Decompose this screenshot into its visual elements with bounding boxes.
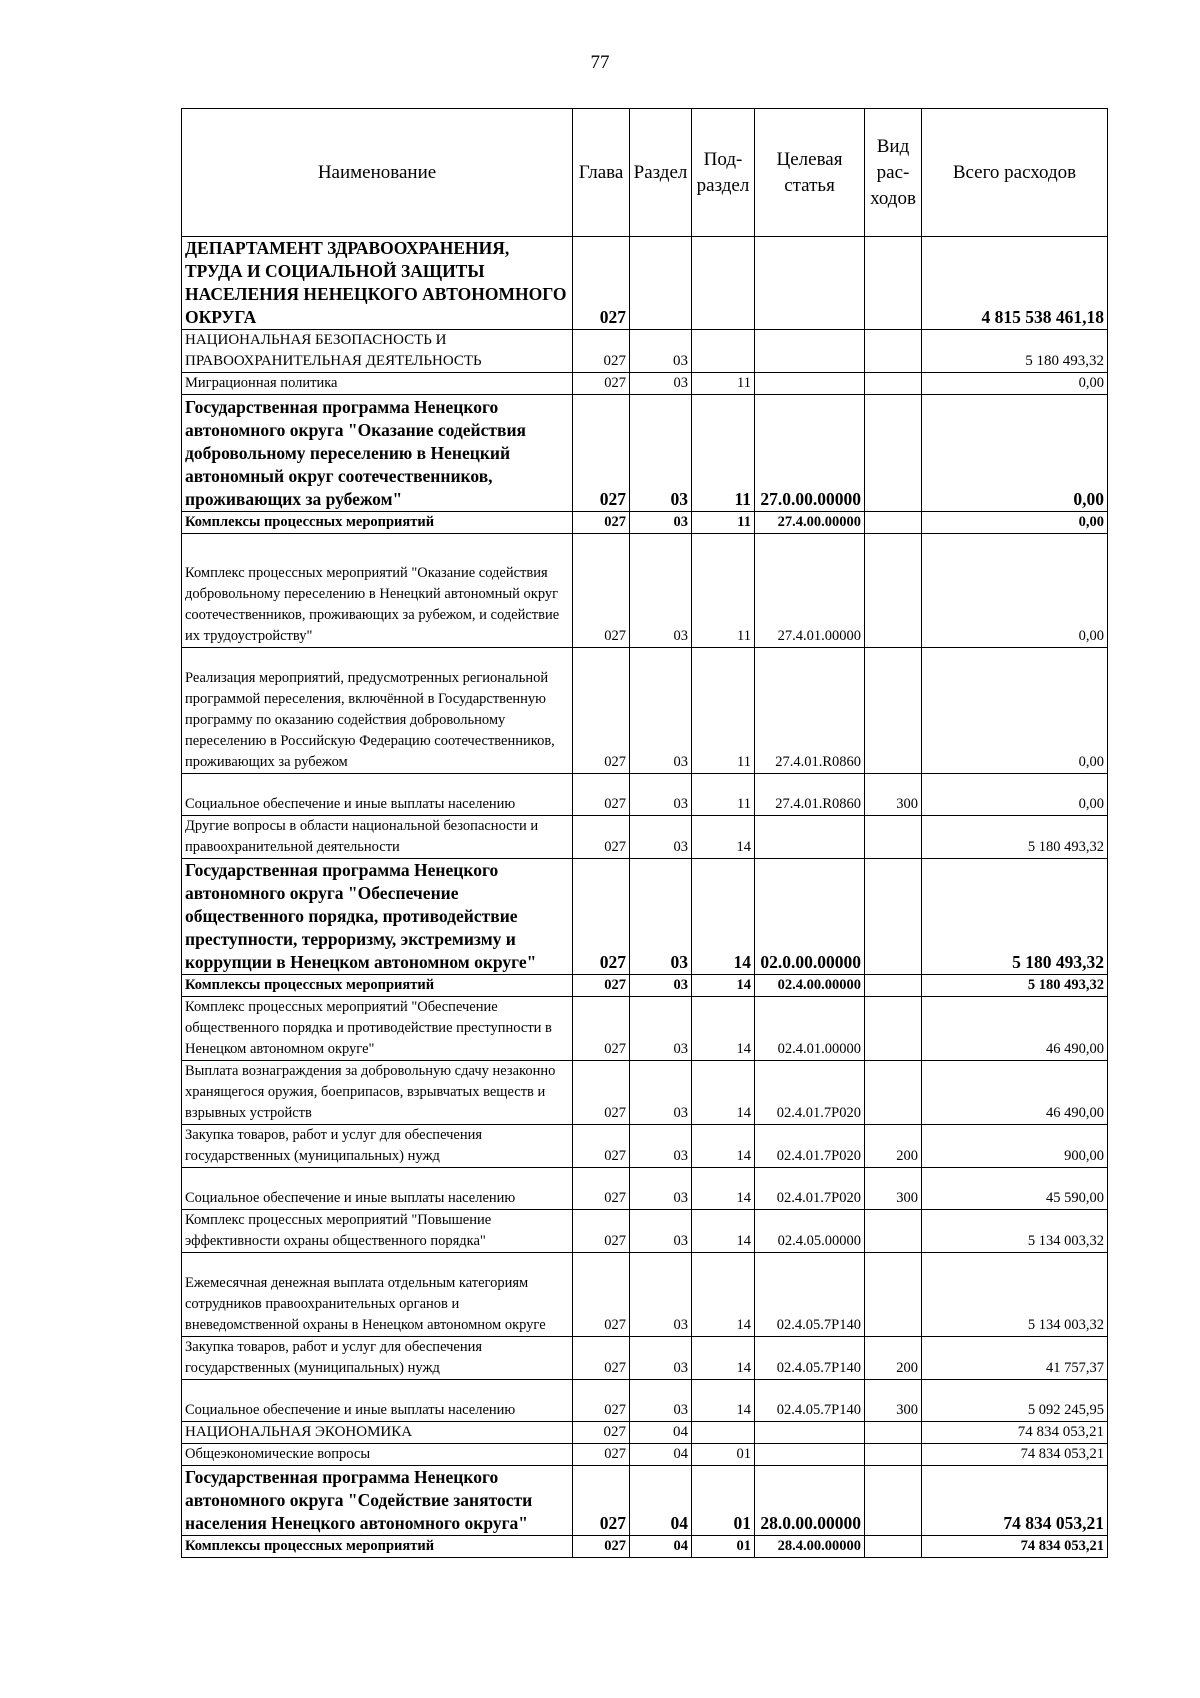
- cell-target: 28.4.00.00000: [755, 1536, 865, 1558]
- cell-subsection: 01: [692, 1536, 755, 1558]
- cell-target: 02.4.01.7Р020: [755, 1168, 865, 1210]
- table-row: [182, 1444, 1108, 1466]
- header-section: Раздел: [630, 109, 692, 237]
- table-row: [182, 1466, 1108, 1536]
- cell-section: 03: [630, 1125, 692, 1168]
- cell-chapter: 027: [573, 512, 630, 534]
- cell-name: Закупка товаров, работ и услуг для обеспечения государственных (муниципальных) нужд: [182, 1337, 573, 1380]
- cell-kind: [865, 1422, 922, 1444]
- table-row: [182, 1061, 1108, 1125]
- header-row: [182, 109, 1108, 237]
- cell-section: 03: [630, 534, 692, 648]
- cell-total: 0,00: [922, 534, 1108, 648]
- cell-target: 02.4.01.7Р020: [755, 1061, 865, 1125]
- cell-kind: [865, 395, 922, 512]
- cell-subsection: [692, 237, 755, 330]
- cell-name: Комплекс процессных мероприятий "Повышение эффективности охраны общественного порядка": [182, 1210, 573, 1253]
- cell-subsection: 11: [692, 774, 755, 816]
- cell-target: 27.0.00.00000: [755, 395, 865, 512]
- cell-name: Миграционная политика: [182, 373, 573, 395]
- cell-subsection: 14: [692, 1061, 755, 1125]
- cell-name: Комплекс процессных мероприятий "Оказание содействия добровольному переселению в Ненецкий автономный округ соотечественников, проживающих за рубежом, и содействие их трудоустройству": [182, 534, 573, 648]
- cell-section: 04: [630, 1536, 692, 1558]
- cell-name: Социальное обеспечение и иные выплаты населению: [182, 774, 573, 816]
- cell-subsection: 14: [692, 816, 755, 859]
- cell-target: 02.4.05.7Р140: [755, 1253, 865, 1337]
- cell-chapter: 027: [573, 1061, 630, 1125]
- cell-total: 45 590,00: [922, 1168, 1108, 1210]
- table-row: [182, 330, 1108, 373]
- cell-chapter: 027: [573, 330, 630, 373]
- table-row: [182, 816, 1108, 859]
- cell-subsection: 01: [692, 1466, 755, 1536]
- cell-kind: 300: [865, 1380, 922, 1422]
- cell-subsection: 14: [692, 997, 755, 1061]
- cell-kind: [865, 1210, 922, 1253]
- table-row: [182, 997, 1108, 1061]
- cell-kind: [865, 997, 922, 1061]
- cell-total: 5 180 493,32: [922, 330, 1108, 373]
- cell-target: 27.4.01.R0860: [755, 774, 865, 816]
- cell-target: [755, 816, 865, 859]
- cell-subsection: 14: [692, 1125, 755, 1168]
- cell-kind: [865, 816, 922, 859]
- table-row: [182, 1380, 1108, 1422]
- cell-kind: [865, 512, 922, 534]
- cell-subsection: [692, 1422, 755, 1444]
- cell-subsection: 14: [692, 1210, 755, 1253]
- table-row: [182, 1422, 1108, 1444]
- cell-chapter: 027: [573, 1210, 630, 1253]
- table-row: [182, 859, 1108, 975]
- table-row: [182, 237, 1108, 330]
- cell-total: 74 834 053,21: [922, 1536, 1108, 1558]
- cell-name: Комплекс процессных мероприятий "Обеспечение общественного порядка и противодействие преступности в Ненецком автономном округе": [182, 997, 573, 1061]
- header-target: Целевая статья: [755, 109, 865, 237]
- cell-section: 04: [630, 1466, 692, 1536]
- cell-chapter: 027: [573, 373, 630, 395]
- cell-section: 04: [630, 1422, 692, 1444]
- cell-subsection: 14: [692, 1380, 755, 1422]
- cell-target: 27.4.00.00000: [755, 512, 865, 534]
- cell-section: 03: [630, 997, 692, 1061]
- header-subsection: Под-раздел: [692, 109, 755, 237]
- cell-subsection: [692, 330, 755, 373]
- table-row: [182, 975, 1108, 997]
- cell-chapter: 027: [573, 395, 630, 512]
- cell-total: 41 757,37: [922, 1337, 1108, 1380]
- cell-section: 03: [630, 1168, 692, 1210]
- cell-section: 03: [630, 1210, 692, 1253]
- table-row: [182, 648, 1108, 774]
- cell-target: 02.4.05.7Р140: [755, 1337, 865, 1380]
- cell-total: 0,00: [922, 395, 1108, 512]
- cell-name: Реализация мероприятий, предусмотренных региональной программой переселения, включённой в Государственную программу по оказанию содействия добровольному переселению в Российскую Федерацию соотечественников, проживающих за рубежом: [182, 648, 573, 774]
- cell-section: 03: [630, 774, 692, 816]
- cell-target: 27.4.01.R0860: [755, 648, 865, 774]
- cell-target: 02.4.05.00000: [755, 1210, 865, 1253]
- cell-name: Закупка товаров, работ и услуг для обеспечения государственных (муниципальных) нужд: [182, 1125, 573, 1168]
- cell-target: [755, 1444, 865, 1466]
- cell-section: 03: [630, 512, 692, 534]
- cell-name: Государственная программа Ненецкого автономного округа "Содействие занятости населения Ненецкого автономного округа": [182, 1466, 573, 1536]
- cell-total: 0,00: [922, 648, 1108, 774]
- cell-target: 02.4.01.7Р020: [755, 1125, 865, 1168]
- cell-kind: 200: [865, 1125, 922, 1168]
- cell-total: 4 815 538 461,18: [922, 237, 1108, 330]
- cell-subsection: 14: [692, 859, 755, 975]
- cell-chapter: 027: [573, 534, 630, 648]
- table-row: [182, 373, 1108, 395]
- cell-name: Государственная программа Ненецкого автономного округа "Оказание содействия добровольному переселению в Ненецкий автономный округ соотечественников, проживающих за рубежом": [182, 395, 573, 512]
- cell-kind: [865, 534, 922, 648]
- cell-chapter: 027: [573, 859, 630, 975]
- cell-name: НАЦИОНАЛЬНАЯ ЭКОНОМИКА: [182, 1422, 573, 1444]
- cell-total: 5 180 493,32: [922, 816, 1108, 859]
- cell-name: Ежемесячная денежная выплата отдельным категориям сотрудников правоохранительных органов и вневедомственной охраны в Ненецком автономном округе: [182, 1253, 573, 1337]
- cell-section: 03: [630, 330, 692, 373]
- cell-total: 0,00: [922, 774, 1108, 816]
- cell-name: НАЦИОНАЛЬНАЯ БЕЗОПАСНОСТЬ И ПРАВООХРАНИТЕЛЬНАЯ ДЕЯТЕЛЬНОСТЬ: [182, 330, 573, 373]
- cell-target: [755, 1422, 865, 1444]
- cell-section: 03: [630, 1337, 692, 1380]
- table-row: [182, 534, 1108, 648]
- cell-total: 46 490,00: [922, 997, 1108, 1061]
- cell-kind: [865, 1466, 922, 1536]
- cell-target: 28.0.00.00000: [755, 1466, 865, 1536]
- cell-section: 03: [630, 1380, 692, 1422]
- table-row: [182, 1337, 1108, 1380]
- cell-target: 02.4.00.00000: [755, 975, 865, 997]
- cell-section: 03: [630, 648, 692, 774]
- header-kind: Вид рас-ходов: [865, 109, 922, 237]
- budget-table: [181, 108, 1108, 1558]
- cell-name: Комплексы процессных мероприятий: [182, 975, 573, 997]
- header-name: Наименование: [182, 109, 573, 237]
- cell-section: 03: [630, 816, 692, 859]
- cell-total: 74 834 053,21: [922, 1466, 1108, 1536]
- cell-total: 0,00: [922, 512, 1108, 534]
- cell-total: 5 180 493,32: [922, 975, 1108, 997]
- cell-target: 27.4.01.00000: [755, 534, 865, 648]
- cell-chapter: 027: [573, 1337, 630, 1380]
- table-row: [182, 774, 1108, 816]
- cell-target: [755, 373, 865, 395]
- cell-section: 03: [630, 859, 692, 975]
- cell-kind: 300: [865, 1168, 922, 1210]
- cell-kind: [865, 373, 922, 395]
- table-row: [182, 1536, 1108, 1558]
- cell-chapter: 027: [573, 1466, 630, 1536]
- cell-total: 0,00: [922, 373, 1108, 395]
- cell-target: 02.4.01.00000: [755, 997, 865, 1061]
- cell-kind: 300: [865, 774, 922, 816]
- cell-total: 46 490,00: [922, 1061, 1108, 1125]
- cell-total: 900,00: [922, 1125, 1108, 1168]
- cell-subsection: 11: [692, 512, 755, 534]
- cell-kind: [865, 1061, 922, 1125]
- cell-subsection: 11: [692, 648, 755, 774]
- cell-kind: [865, 1536, 922, 1558]
- cell-target: 02.0.00.00000: [755, 859, 865, 975]
- cell-name: Комплексы процессных мероприятий: [182, 512, 573, 534]
- cell-chapter: 027: [573, 237, 630, 330]
- cell-name: Социальное обеспечение и иные выплаты населению: [182, 1168, 573, 1210]
- cell-chapter: 027: [573, 1253, 630, 1337]
- table-row: [182, 1125, 1108, 1168]
- cell-name: Государственная программа Ненецкого автономного округа "Обеспечение общественного порядка, противодействие преступности, терроризму, экстремизму и коррупции в Ненецком автономном округе": [182, 859, 573, 975]
- cell-kind: [865, 1253, 922, 1337]
- cell-section: 03: [630, 373, 692, 395]
- table-row: [182, 1210, 1108, 1253]
- cell-subsection: 11: [692, 373, 755, 395]
- cell-subsection: 14: [692, 1337, 755, 1380]
- cell-subsection: 11: [692, 395, 755, 512]
- table-row: [182, 1168, 1108, 1210]
- cell-kind: 200: [865, 1337, 922, 1380]
- cell-kind: [865, 1444, 922, 1466]
- cell-chapter: 027: [573, 774, 630, 816]
- cell-section: 04: [630, 1444, 692, 1466]
- table-row: [182, 395, 1108, 512]
- cell-chapter: 027: [573, 816, 630, 859]
- cell-chapter: 027: [573, 997, 630, 1061]
- cell-total: 5 092 245,95: [922, 1380, 1108, 1422]
- cell-name: Комплексы процессных мероприятий: [182, 1536, 573, 1558]
- header-chapter: Глава: [573, 109, 630, 237]
- cell-name: ДЕПАРТАМЕНТ ЗДРАВООХРАНЕНИЯ, ТРУДА И СОЦИАЛЬНОЙ ЗАЩИТЫ НАСЕЛЕНИЯ НЕНЕЦКОГО АВТОНОМНОГО ОКРУГА: [182, 237, 573, 330]
- cell-section: 03: [630, 975, 692, 997]
- cell-subsection: 01: [692, 1444, 755, 1466]
- cell-total: 5 134 003,32: [922, 1210, 1108, 1253]
- cell-chapter: 027: [573, 1380, 630, 1422]
- cell-section: 03: [630, 1253, 692, 1337]
- cell-total: 74 834 053,21: [922, 1444, 1108, 1466]
- cell-chapter: 027: [573, 1125, 630, 1168]
- cell-target: [755, 330, 865, 373]
- cell-chapter: 027: [573, 648, 630, 774]
- cell-target: [755, 237, 865, 330]
- cell-kind: [865, 330, 922, 373]
- cell-total: 5 134 003,32: [922, 1253, 1108, 1337]
- cell-subsection: 14: [692, 975, 755, 997]
- cell-section: [630, 237, 692, 330]
- cell-name: Другие вопросы в области национальной безопасности и правоохранительной деятельности: [182, 816, 573, 859]
- cell-name: Общеэкономические вопросы: [182, 1444, 573, 1466]
- table-row: [182, 512, 1108, 534]
- cell-kind: [865, 975, 922, 997]
- table-row: [182, 1253, 1108, 1337]
- cell-chapter: 027: [573, 1536, 630, 1558]
- cell-kind: [865, 648, 922, 774]
- cell-chapter: 027: [573, 1168, 630, 1210]
- header-total: Всего расходов: [922, 109, 1108, 237]
- cell-chapter: 027: [573, 975, 630, 997]
- cell-section: 03: [630, 1061, 692, 1125]
- cell-chapter: 027: [573, 1422, 630, 1444]
- cell-kind: [865, 859, 922, 975]
- cell-kind: [865, 237, 922, 330]
- cell-subsection: 14: [692, 1253, 755, 1337]
- cell-total: 5 180 493,32: [922, 859, 1108, 975]
- cell-total: 74 834 053,21: [922, 1422, 1108, 1444]
- cell-name: Социальное обеспечение и иные выплаты населению: [182, 1380, 573, 1422]
- cell-target: 02.4.05.7Р140: [755, 1380, 865, 1422]
- cell-chapter: 027: [573, 1444, 630, 1466]
- page-number: 77: [590, 52, 610, 73]
- cell-name: Выплата вознаграждения за добровольную сдачу незаконно хранящегося оружия, боеприпасов, взрывчатых веществ и взрывных устройств: [182, 1061, 573, 1125]
- cell-subsection: 11: [692, 534, 755, 648]
- cell-subsection: 14: [692, 1168, 755, 1210]
- cell-section: 03: [630, 395, 692, 512]
